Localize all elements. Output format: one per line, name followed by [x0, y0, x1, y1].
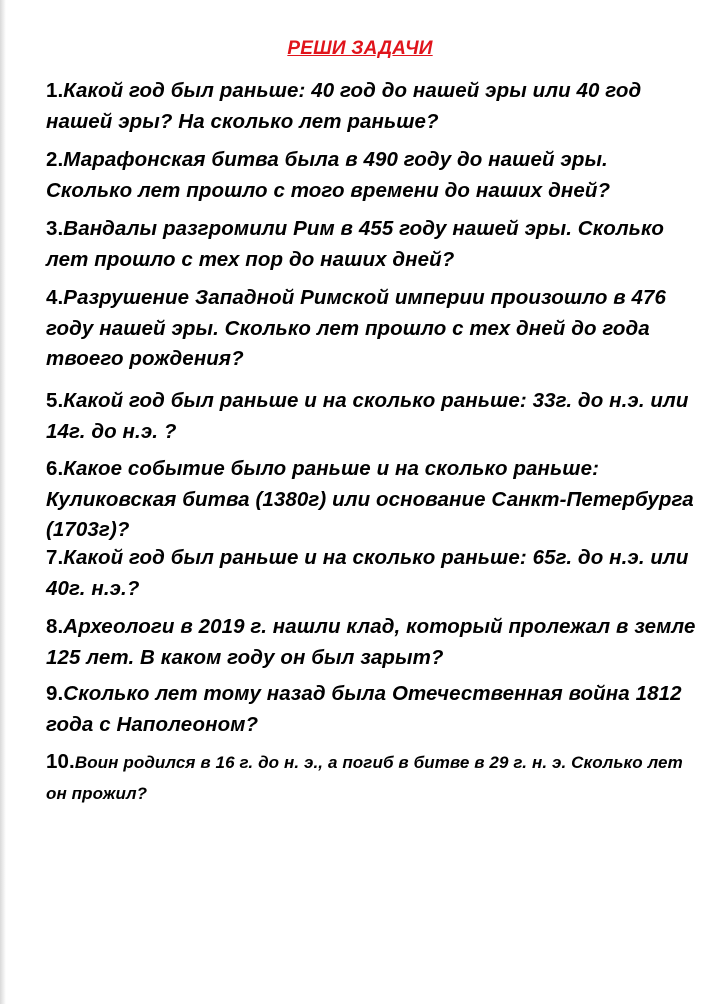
task-item: [46, 679, 696, 740]
task-number: 1.: [46, 79, 64, 102]
task-item: [46, 145, 696, 206]
task-number: 10.: [46, 750, 75, 773]
task-item: [46, 76, 696, 137]
task-text: Воин родился в 16 г. до н. э., а погиб в битве в 29 г. н. э. Сколько лет он прожил?: [46, 753, 683, 803]
task-text: Какое событие было раньше и на сколько раньше: Куликовская битва (1380г) или основание Санкт-Петербурга (1703г)?: [46, 457, 694, 541]
task-item: [46, 386, 696, 447]
task-number: 4.: [46, 286, 64, 309]
task-text: Вандалы разгромили Рим в 455 году нашей эры. Сколько лет прошло с тех пор до наших дней?: [46, 217, 665, 271]
task-text: Какой год был раньше: 40 год до нашей эры или 40 год нашей эры? На сколько лет раньше?: [46, 79, 642, 133]
task-number: 3.: [46, 217, 64, 240]
task-number: 6.: [46, 457, 64, 480]
worksheet-title: РЕШИ ЗАДАЧИ: [287, 38, 433, 59]
task-number: 2.: [46, 148, 64, 171]
task-text: Сколько лет тому назад была Отечественная война 1812 года с Наполеоном?: [46, 682, 682, 736]
task-text: Разрушение Западной Римской империи произошло в 476 году нашей эры. Сколько лет прошло с тех дней до года твоего рождения?: [46, 286, 667, 370]
task-text: Марафонская битва была в 490 году до нашей эры. Сколько лет прошло с того времени до наших дней?: [46, 148, 611, 202]
task-number: 8.: [46, 615, 64, 638]
task-item: [46, 214, 696, 275]
task-text: Археологи в 2019 г. нашли клад, который пролежал в земле 125 лет. В каком году он был зарыт?: [46, 615, 696, 669]
task-item: [46, 454, 696, 546]
task-item: [46, 543, 696, 604]
task-number: 5.: [46, 389, 64, 412]
task-text: Какой год был раньше и на сколько раньше: 65г. до н.э. или 40г. н.э.?: [46, 546, 689, 600]
task-number: 9.: [46, 682, 64, 705]
task-number: 7.: [46, 546, 64, 569]
task-item: [46, 612, 696, 673]
task-item: [46, 283, 696, 375]
task-text: Какой год был раньше и на сколько раньше: 33г. до н.э. или 14г. до н.э. ?: [46, 389, 689, 443]
page-edge-shadow: [0, 0, 6, 1004]
task-item: [46, 747, 696, 809]
